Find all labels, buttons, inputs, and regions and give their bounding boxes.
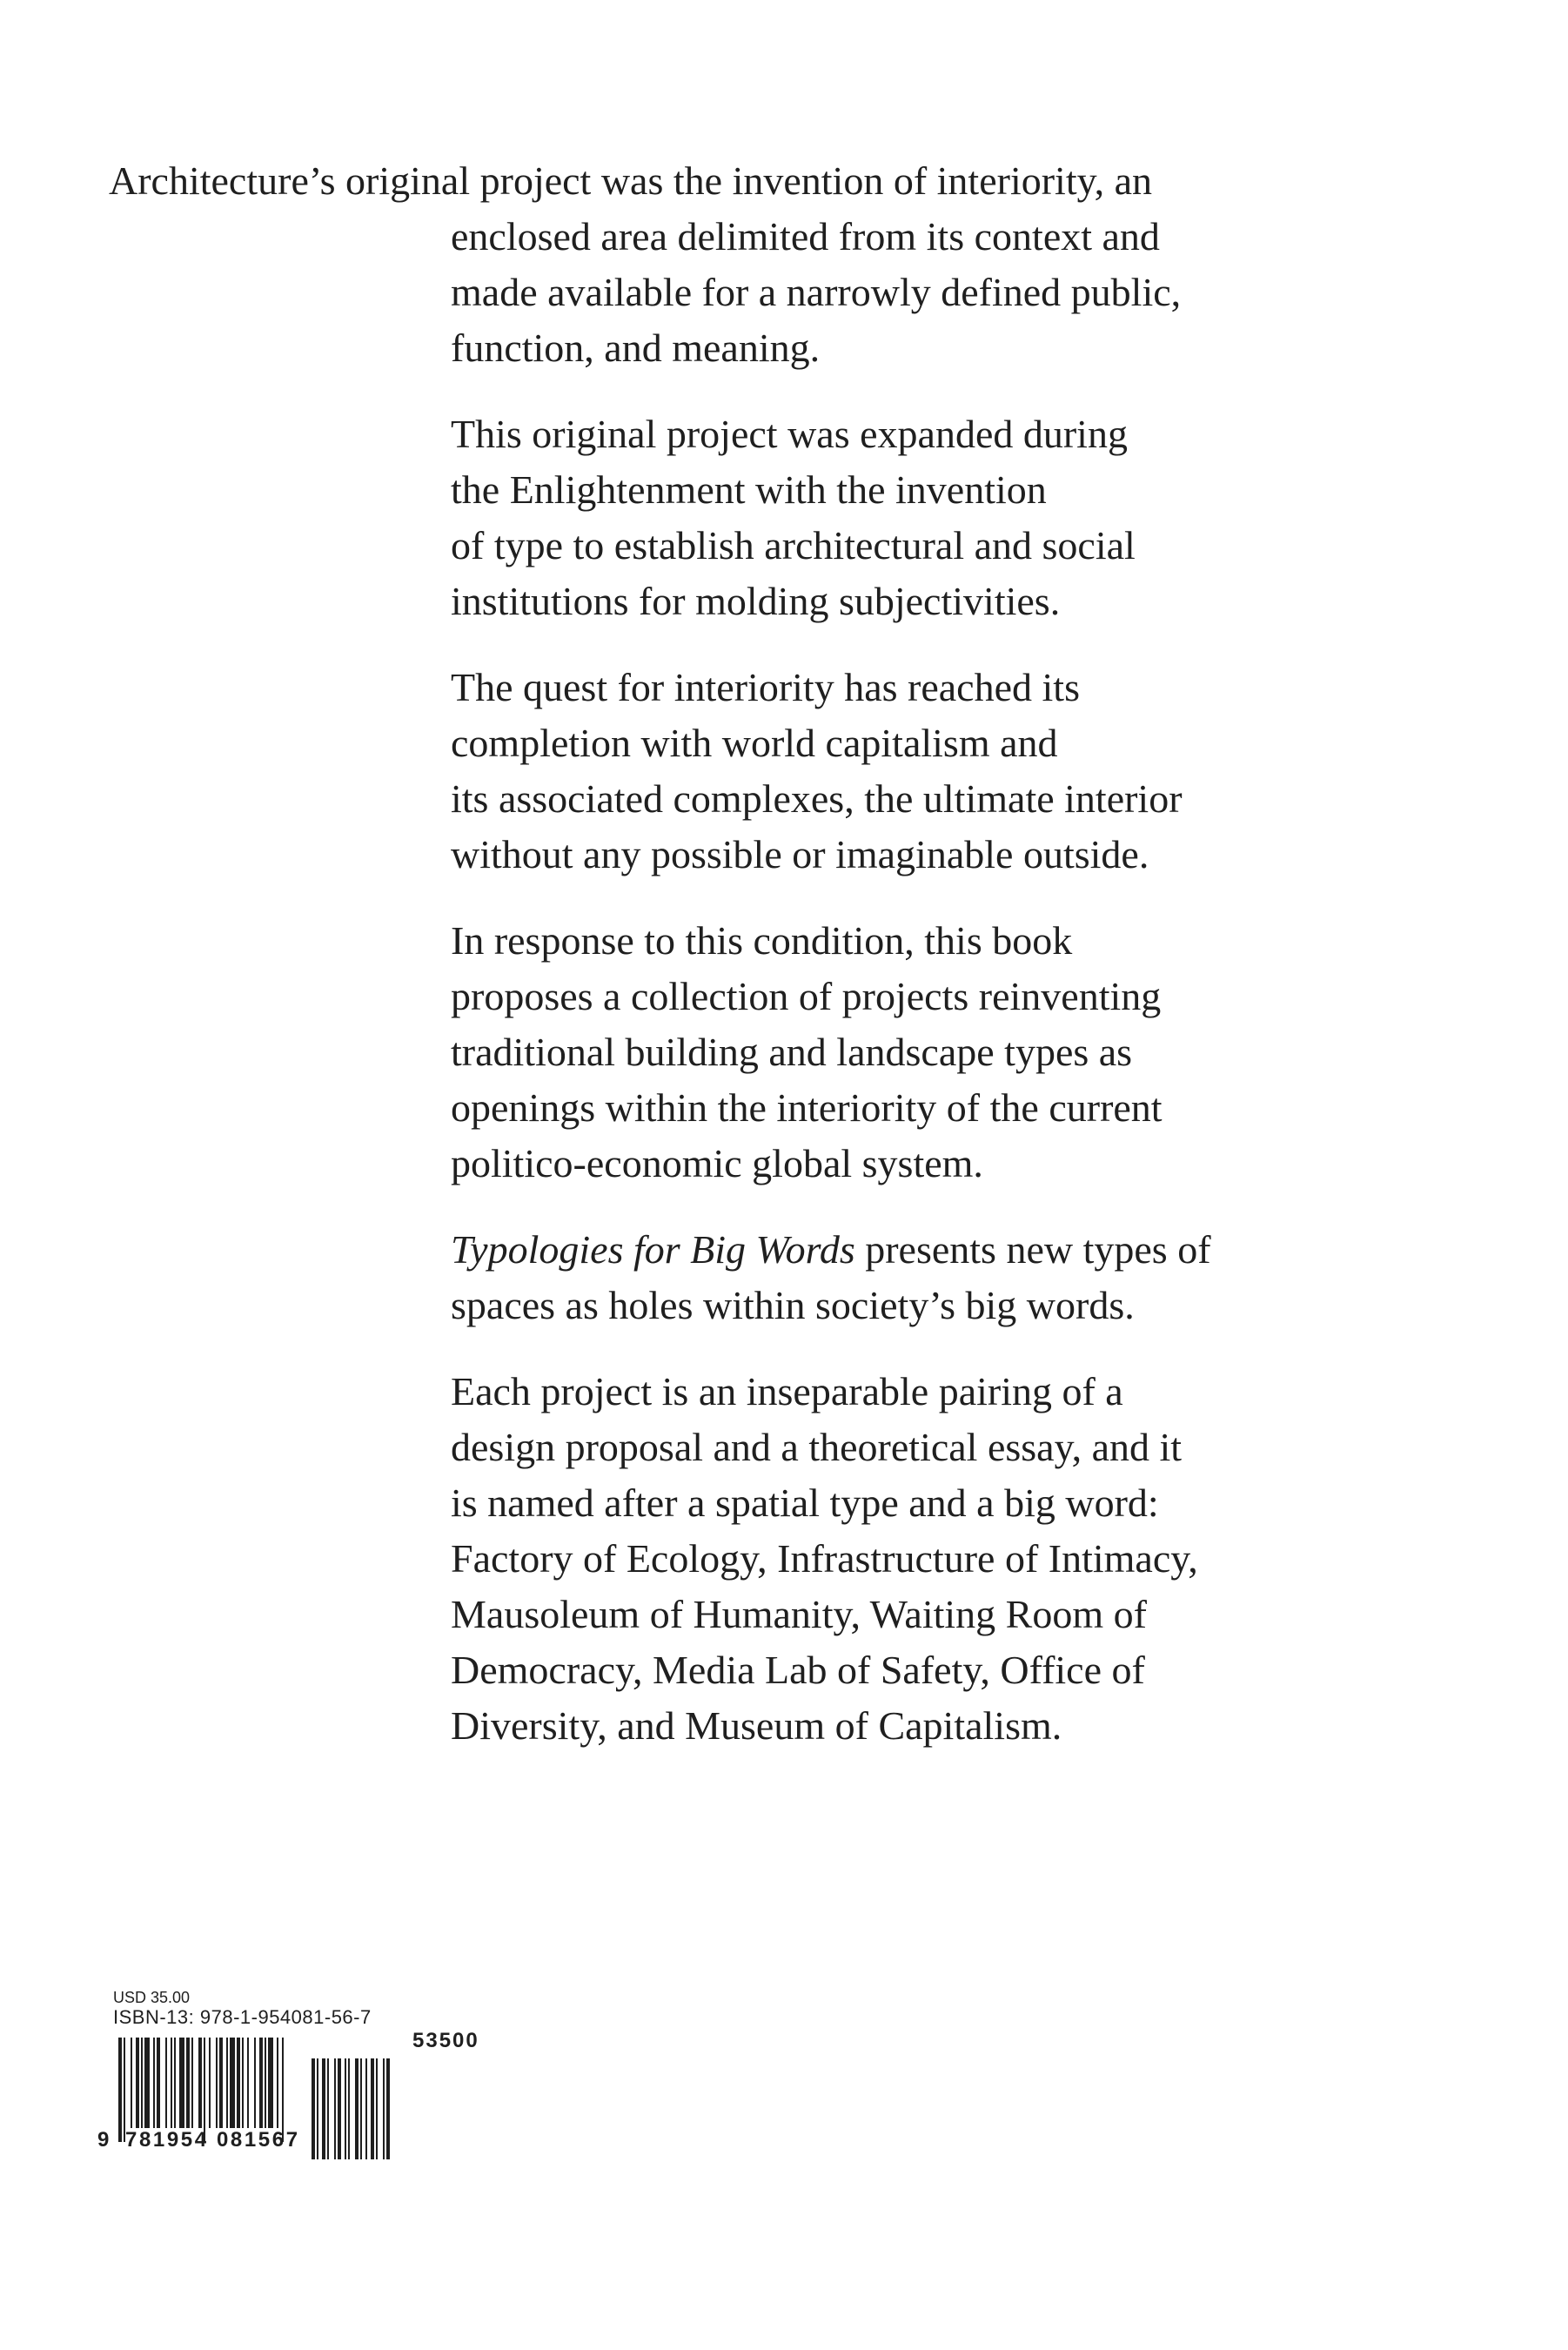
- price-label: USD 35.00: [113, 1989, 191, 2006]
- barcode-addon-bar: [312, 2058, 315, 2159]
- barcode-addon-bar: [371, 2058, 374, 2159]
- barcode-digit-first: 9: [97, 2128, 110, 2152]
- blurb-line: This original project was expanded during: [451, 412, 1128, 456]
- blurb-line: Factory of Ecology, Infrastructure of Intimacy,: [451, 1536, 1198, 1581]
- blurb-line: institutions for molding subjectivities.: [451, 579, 1061, 623]
- barcode-bar: [254, 2038, 256, 2128]
- barcode-bar: [247, 2038, 249, 2128]
- barcode-addon-bar: [322, 2058, 325, 2159]
- blurb-paragraph-6: [451, 1364, 1356, 1754]
- blurb-line: the Enlightenment with the invention: [451, 467, 1047, 512]
- blurb-paragraph-4: [451, 913, 1356, 1192]
- barcode-bar: [144, 2038, 150, 2128]
- barcode-bar: [198, 2038, 202, 2128]
- isbn-barcode: [97, 2029, 479, 2163]
- barcode-addon-bar: [355, 2058, 358, 2159]
- blurb-line: The quest for interiority has reached its: [451, 665, 1080, 709]
- barcode-bar: [165, 2038, 167, 2128]
- barcode-bar: [191, 2038, 193, 2128]
- blurb-line: openings within the interiority of the current: [451, 1085, 1163, 1130]
- barcode-bar: [237, 2038, 240, 2128]
- blurb-line: In response to this condition, this book: [451, 918, 1073, 963]
- barcode-bar: [268, 2038, 273, 2128]
- blurb-line: Architecture’s original project was the invention of interiority, an: [109, 158, 1153, 203]
- back-cover-blurb: [109, 153, 1356, 1784]
- barcode-bar: [124, 2038, 125, 2142]
- barcode-bar: [118, 2038, 122, 2142]
- barcode-bar: [186, 2038, 190, 2128]
- barcode-bar: [136, 2038, 139, 2128]
- barcode-addon-bar: [327, 2058, 329, 2159]
- barcode-bar: [171, 2038, 172, 2128]
- blurb-line: Diversity, and Museum of Capitalism.: [451, 1703, 1062, 1748]
- blurb-line: proposes a collection of projects reinventing: [451, 974, 1162, 1018]
- barcode-addon-bar: [365, 2058, 367, 2159]
- blurb-line: made available for a narrowly defined public,: [451, 270, 1182, 314]
- blurb-paragraph-1: [109, 153, 1356, 376]
- barcode-addon-bar: [360, 2058, 362, 2159]
- blurb-paragraph-3: [451, 660, 1356, 883]
- blurb-line: Democracy, Media Lab of Safety, Office of: [451, 1648, 1145, 1692]
- barcode-bar: [131, 2038, 132, 2128]
- barcode-digits-rest: 781954 081567: [125, 2128, 300, 2152]
- blurb-line: traditional building and landscape types as: [451, 1030, 1133, 1074]
- barcode-addon-bar: [376, 2058, 378, 2159]
- barcode-bar: [209, 2038, 211, 2128]
- barcode-addon-digits: 53500: [412, 2029, 479, 2052]
- book-title-italic: Typologies for Big Words: [451, 1227, 855, 1272]
- barcode-addon-bar: [383, 2058, 385, 2159]
- barcode-bar: [282, 2038, 284, 2142]
- barcode-bar: [216, 2038, 218, 2128]
- blurb-line: completion with world capitalism and: [451, 721, 1058, 765]
- barcode-bar: [153, 2038, 155, 2128]
- blurb-paragraph-2: [451, 406, 1356, 629]
- barcode-bar: [277, 2038, 278, 2128]
- barcode-addon-bar: [348, 2058, 350, 2159]
- barcode-bar: [141, 2038, 143, 2128]
- blurb-line: without any possible or imaginable outside.: [451, 832, 1149, 876]
- blurb-line: enclosed area delimited from its context and: [451, 214, 1160, 258]
- blurb-line: Each project is an inseparable pairing of a: [451, 1369, 1123, 1413]
- blurb-line: is named after a spatial type and a big word:: [451, 1480, 1159, 1525]
- blurb-line: function, and meaning.: [451, 326, 821, 370]
- barcode-addon-bar: [334, 2058, 336, 2159]
- blurb-line: [451, 1222, 1356, 1278]
- barcode-bar: [230, 2038, 235, 2128]
- blurb-line: design proposal and a theoretical essay, and it: [451, 1425, 1183, 1469]
- barcode-bar: [179, 2038, 184, 2128]
- barcode-addon-bar: [345, 2058, 346, 2159]
- blurb-line: spaces as holes within society’s big words.: [451, 1283, 1135, 1327]
- blurb-line: Mausoleum of Humanity, Waiting Room of: [451, 1592, 1147, 1636]
- barcode-addon-bar: [386, 2058, 390, 2159]
- barcode-bar: [174, 2038, 176, 2128]
- barcode-addon-bar: [317, 2058, 318, 2159]
- isbn-label: ISBN-13: 978-1-954081-56-7: [113, 2006, 372, 2028]
- blurb-line-rest: presents new types of: [854, 1227, 1211, 1272]
- barcode-bar: [219, 2038, 223, 2128]
- price-isbn-block: [113, 1989, 372, 2029]
- blurb-line: politico-economic global system.: [451, 1141, 983, 1185]
- barcode-bar: [226, 2038, 228, 2128]
- barcode-addon-bar: [338, 2058, 341, 2159]
- barcode-bar: [204, 2038, 205, 2142]
- blurb-paragraph-5: [451, 1222, 1356, 1333]
- barcode-bar: [157, 2038, 160, 2128]
- barcode-bar: [265, 2038, 266, 2128]
- blurb-line: of type to establish architectural and social: [451, 523, 1136, 567]
- barcode-bar: [242, 2038, 244, 2128]
- barcode-bar: [259, 2038, 263, 2128]
- blurb-line: its associated complexes, the ultimate interior: [451, 776, 1183, 821]
